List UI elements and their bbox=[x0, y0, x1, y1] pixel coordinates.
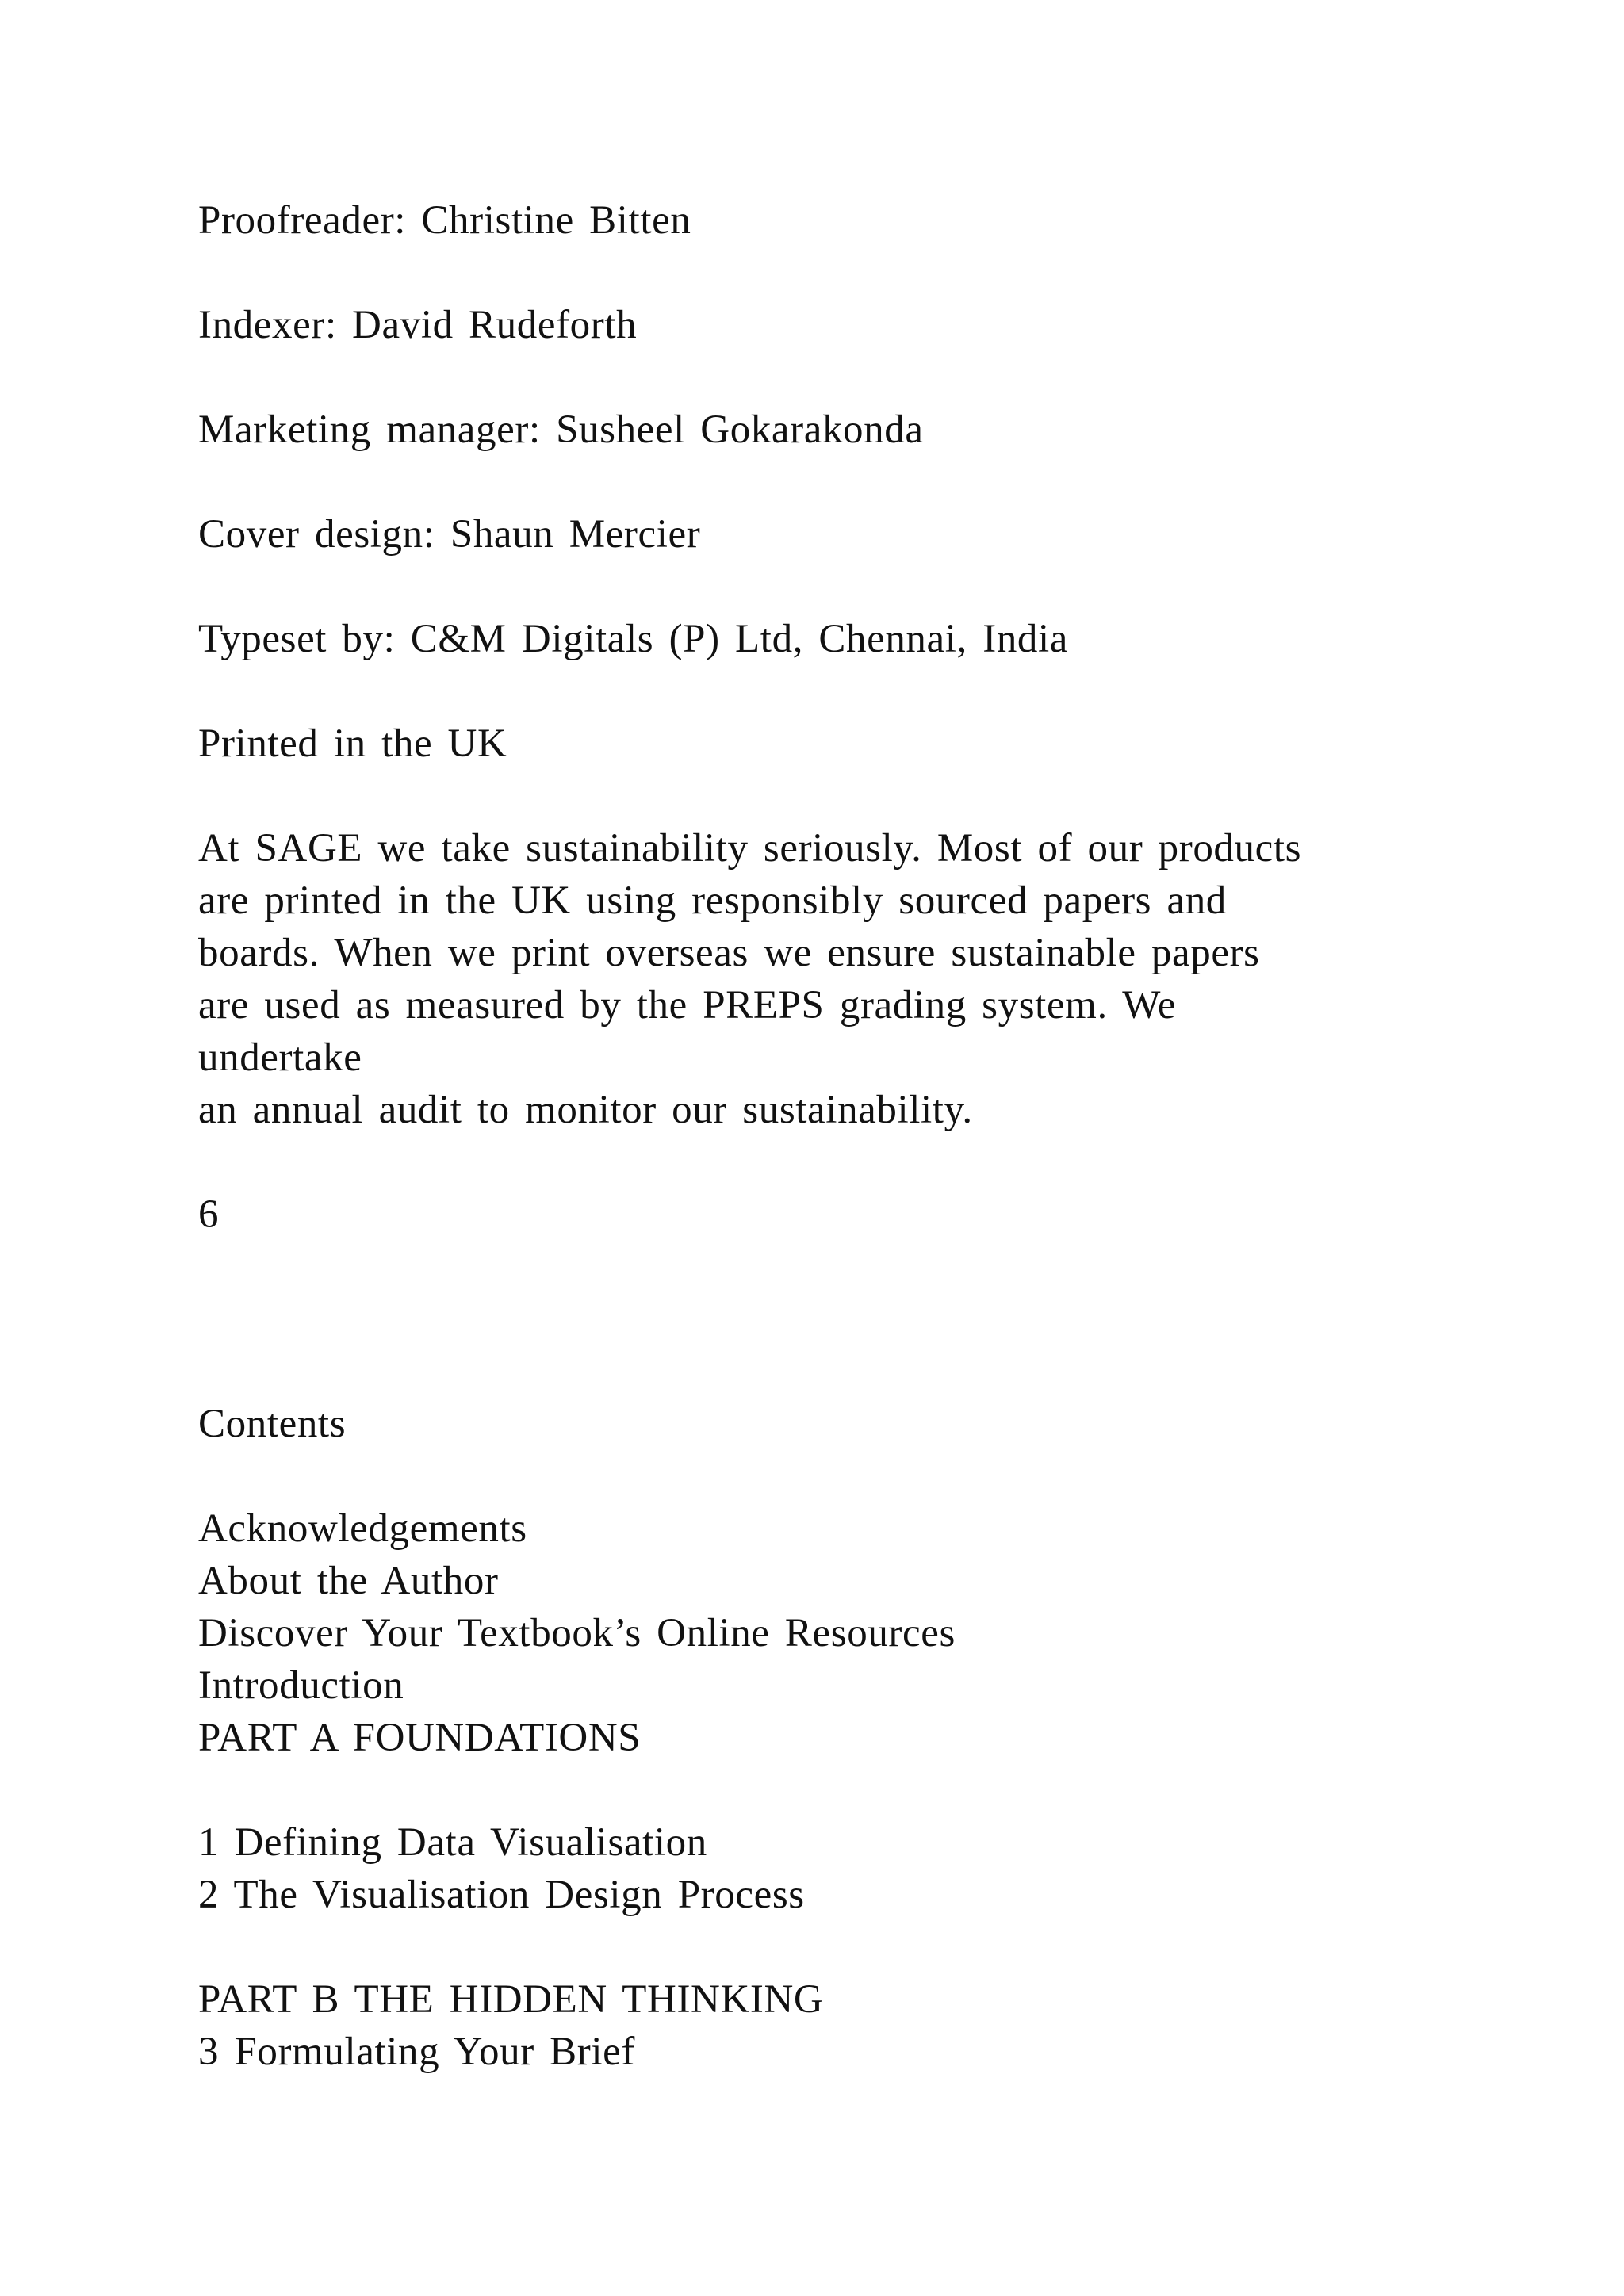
toc-entry-online-resources: Discover Your Textbook’s Online Resources bbox=[198, 1611, 956, 1655]
toc-part-a-heading: PART A FOUNDATIONS bbox=[198, 1716, 642, 1760]
toc-entry-introduction: Introduction bbox=[198, 1663, 404, 1708]
sustainability-line: undertake bbox=[198, 1035, 362, 1080]
toc-chapter-1: 1 Defining Data Visualisation bbox=[198, 1820, 707, 1865]
sustainability-line: At SAGE we take sustainability seriously. Most of our products bbox=[198, 826, 1302, 871]
sustainability-line: boards. When we print overseas we ensure sustainable papers bbox=[198, 931, 1260, 975]
toc-entry-about-author: About the Author bbox=[198, 1559, 499, 1603]
sustainability-line: are used as measured by the PREPS grading system. We bbox=[198, 983, 1177, 1027]
typeset-credit: Typeset by: C&M Digitals (P) Ltd, Chennai, India bbox=[198, 617, 1069, 661]
toc-chapter-2: 2 The Visualisation Design Process bbox=[198, 1873, 805, 1917]
contents-heading: Contents bbox=[198, 1402, 347, 1446]
printed-in-line: Printed in the UK bbox=[198, 721, 508, 766]
cover-design-credit: Cover design: Shaun Mercier bbox=[198, 512, 701, 557]
page-number: 6 bbox=[198, 1192, 220, 1237]
toc-entry-acknowledgements: Acknowledgements bbox=[198, 1506, 527, 1551]
document-page bbox=[198, 0, 1546, 2296]
marketing-manager-credit: Marketing manager: Susheel Gokarakonda bbox=[198, 408, 924, 452]
proofreader-credit: Proofreader: Christine Bitten bbox=[198, 198, 691, 243]
toc-chapter-3: 3 Formulating Your Brief bbox=[198, 2030, 635, 2074]
toc-part-b-heading: PART B THE HIDDEN THINKING bbox=[198, 1977, 824, 2022]
sustainability-line: are printed in the UK using responsibly sourced papers and bbox=[198, 878, 1227, 923]
indexer-credit: Indexer: David Rudeforth bbox=[198, 303, 638, 347]
sustainability-line: an annual audit to monitor our sustainability. bbox=[198, 1088, 973, 1132]
